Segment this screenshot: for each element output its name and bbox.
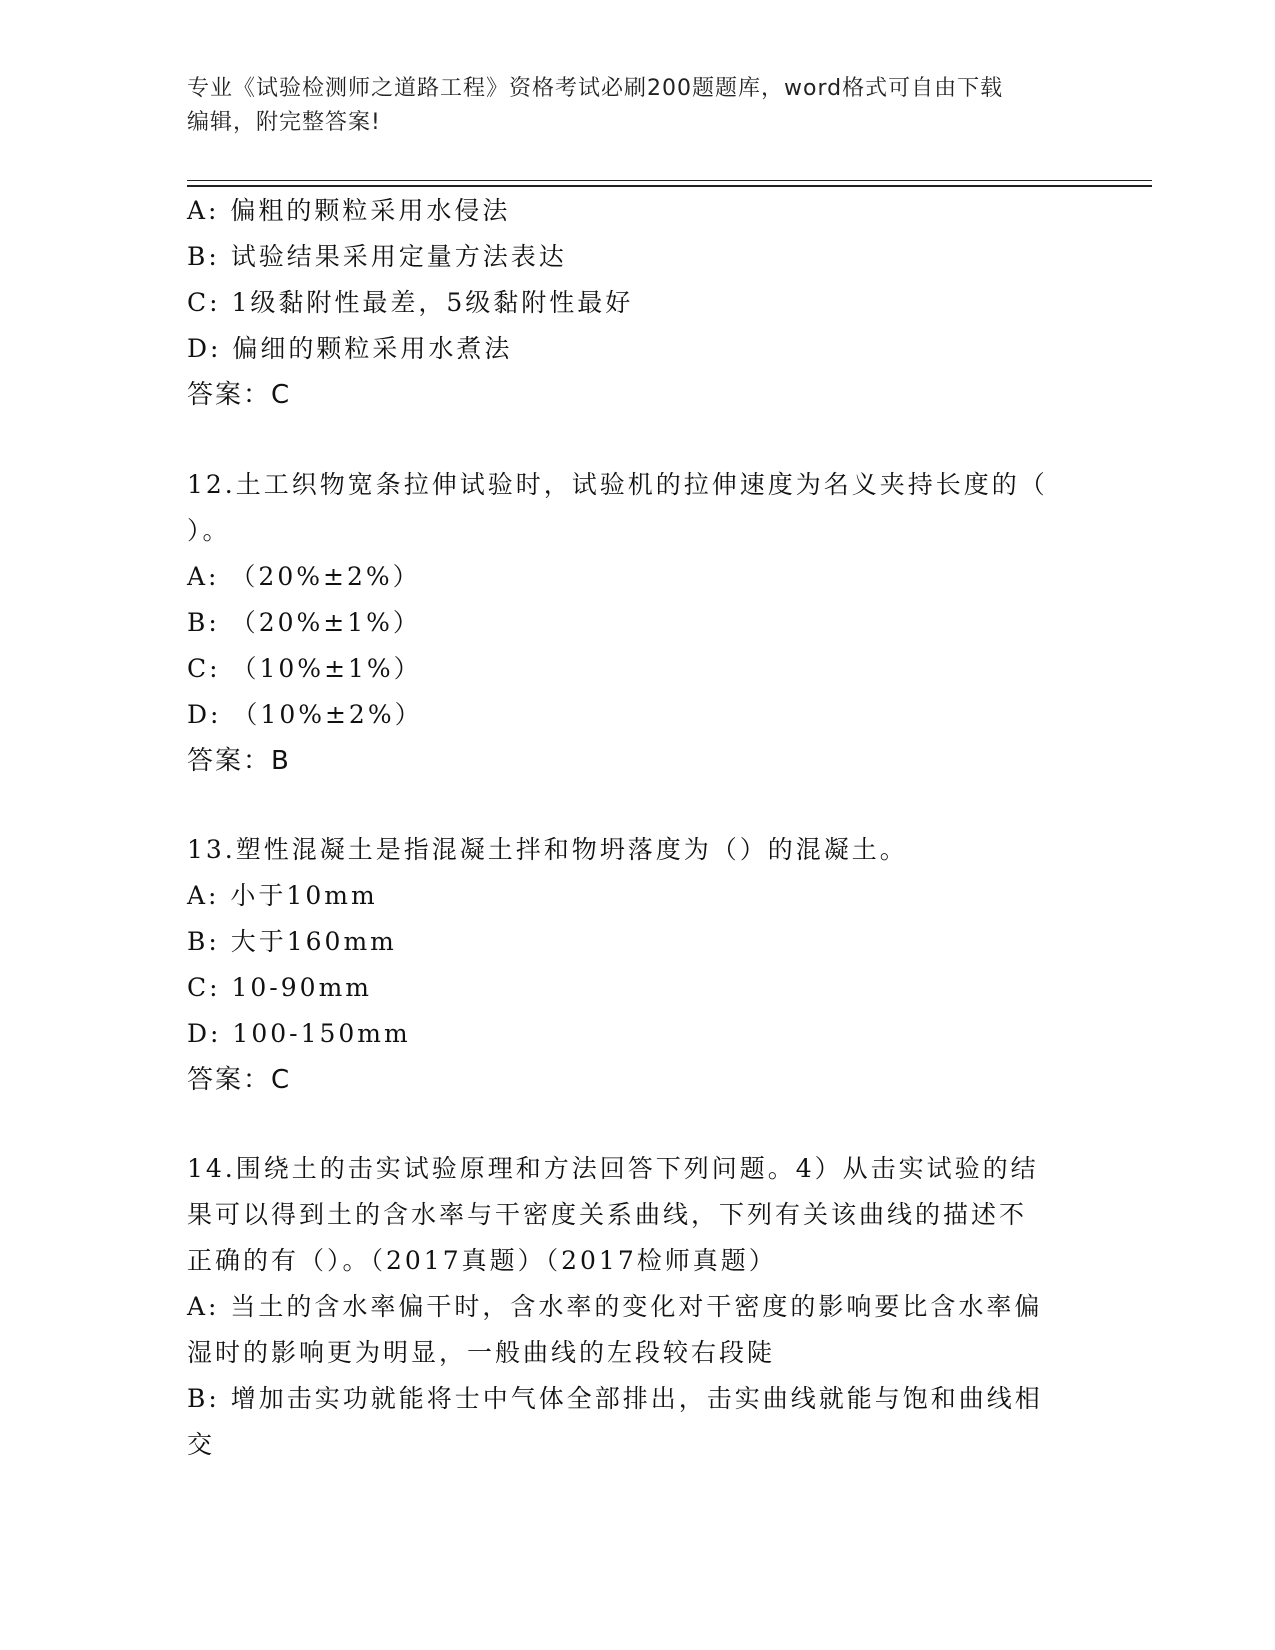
option-b-line-1: B: 增加击实功就能将士中气体全部排出，击实曲线就能与饱和曲线相 — [187, 1384, 1043, 1413]
question-12 — [187, 462, 1067, 784]
option-a: A: 偏粗的颗粒采用水侵法 — [187, 196, 511, 225]
answer-line: 答案：B — [187, 746, 291, 776]
option-d: D: （10%±2%） — [187, 700, 423, 729]
option-d: D: 100-150mm — [187, 1019, 411, 1048]
document-header — [187, 72, 1067, 140]
option-a-line-1: A: 当土的含水率偏干时，含水率的变化对干密度的影响要比含水率偏 — [187, 1292, 1043, 1321]
header-divider-thick — [187, 185, 1152, 187]
option-c: C: 1级黏附性最差，5级黏附性最好 — [187, 288, 634, 317]
option-b: B: （20%±1%） — [187, 608, 421, 637]
header-title-line-1: 专业《试验检测师之道路工程》资格考试必刷200题题库，word格式可自由下载 — [187, 76, 1004, 101]
option-d: D: 偏细的颗粒采用水煮法 — [187, 334, 513, 363]
question-stem-line-1: 12.土工织物宽条拉伸试验时，试验机的拉伸速度为名义夹持长度的（ — [187, 470, 1048, 499]
question-stem-line-2: ）。 — [187, 516, 231, 545]
header-title-line-2: 编辑，附完整答案! — [187, 110, 381, 135]
option-c: C: 10-90mm — [187, 973, 372, 1002]
answer-line: 答案：C — [187, 1065, 292, 1095]
question-11-continuation — [187, 188, 1067, 418]
question-14 — [187, 1146, 1067, 1468]
question-13 — [187, 827, 1067, 1103]
answer-line: 答案：C — [187, 380, 292, 410]
question-stem-line-2: 果可以得到土的含水率与干密度关系曲线，下列有关该曲线的描述不 — [187, 1200, 1028, 1229]
option-a-line-2: 湿时的影响更为明显，一般曲线的左段较右段陡 — [187, 1338, 776, 1367]
option-a: A: （20%±2%） — [187, 562, 421, 591]
option-b-line-2: 交 — [187, 1430, 216, 1459]
question-stem-line-1: 13.塑性混凝土是指混凝土拌和物坍落度为（）的混凝土。 — [187, 835, 908, 864]
option-b: B: 大于160mm — [187, 927, 397, 956]
option-b: B: 试验结果采用定量方法表达 — [187, 242, 567, 271]
question-stem-line-3: 正确的有（）。（2017真题）（2017检师真题） — [187, 1246, 777, 1275]
header-divider-thin — [187, 180, 1152, 181]
question-stem-line-1: 14.围绕土的击实试验原理和方法回答下列问题。4）从击实试验的结 — [187, 1154, 1039, 1183]
option-a: A: 小于10mm — [187, 881, 378, 910]
option-c: C: （10%±1%） — [187, 654, 422, 683]
